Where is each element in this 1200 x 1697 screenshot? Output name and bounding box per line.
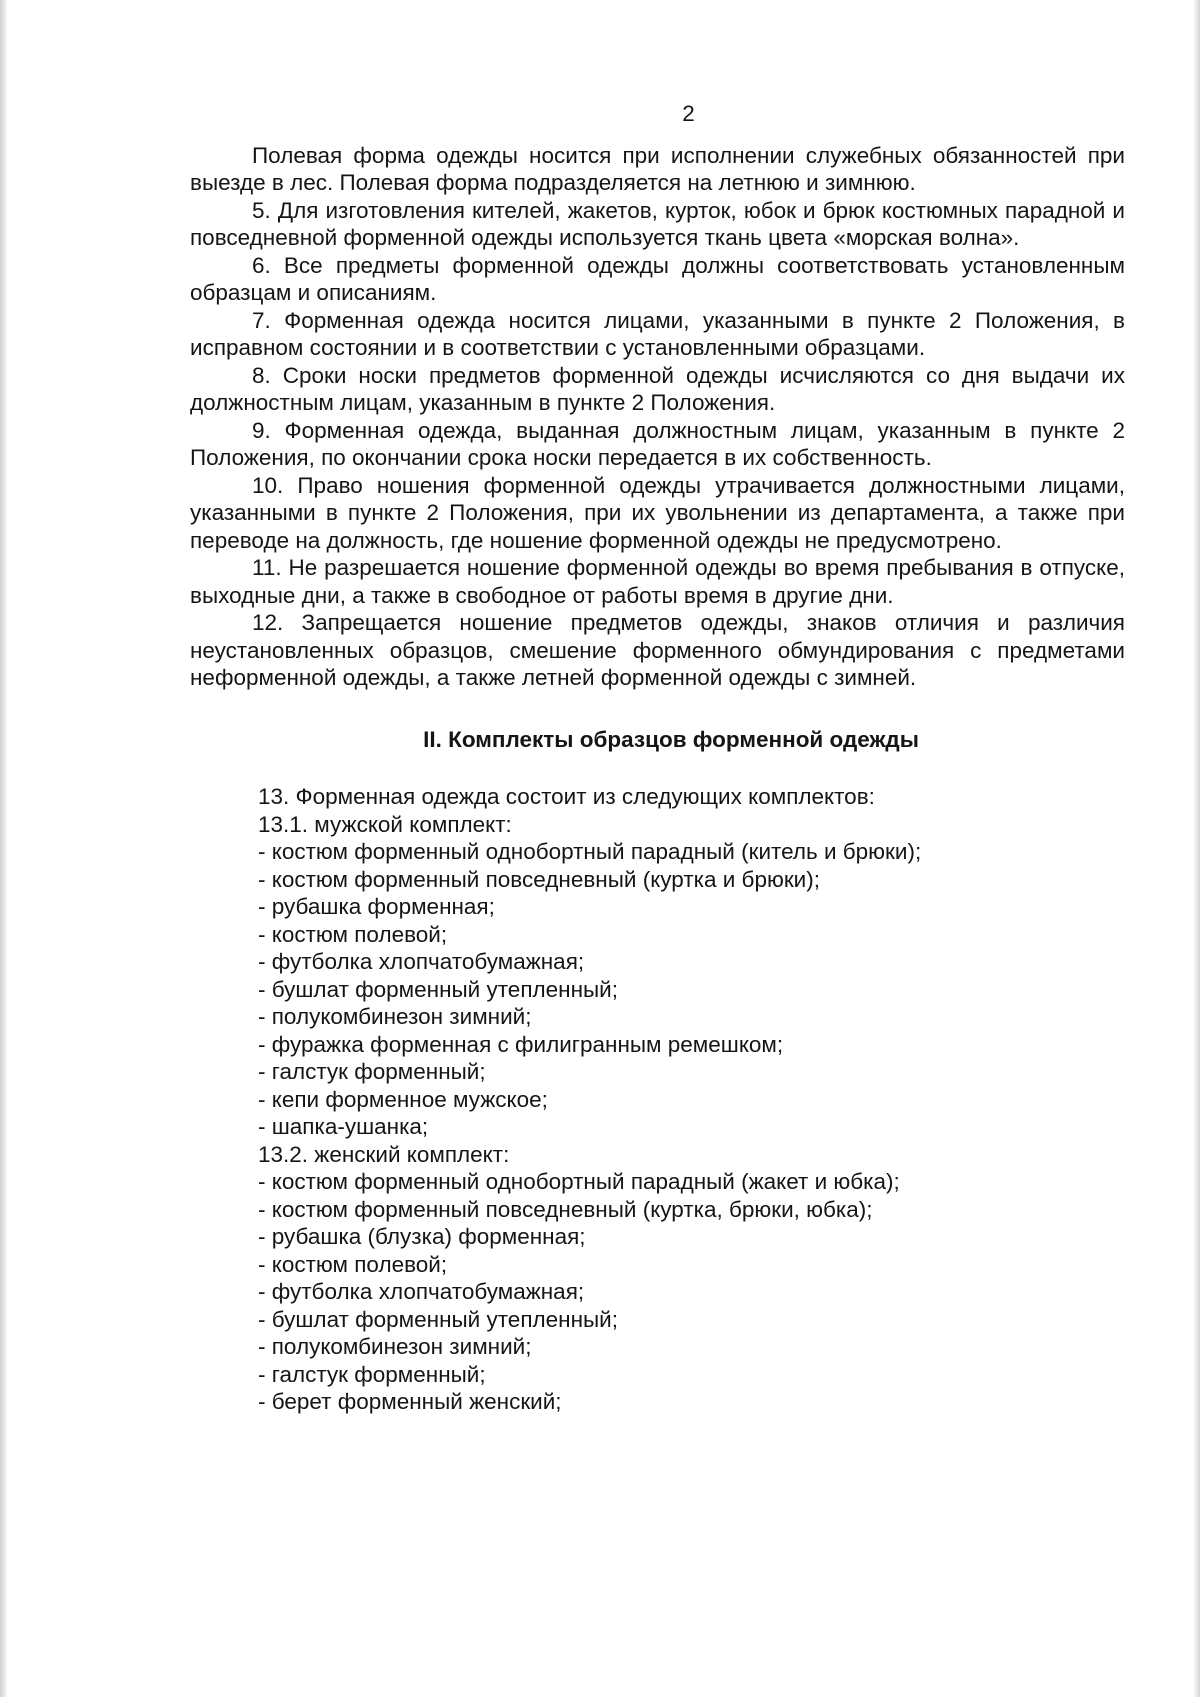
paragraph-item-12: 12. Запрещается ношение предметов одежды, знаков отличия и различия неустановленных образцов, смешение форменного обмундирования с предметами неформенной одежды, а также летней форменной одежды с зимней.: [190, 610, 1125, 690]
list-intro-13: 13. Форменная одежда состоит из следующих комплектов:: [258, 784, 875, 809]
list-item: - полукомбинезон зимний;: [258, 1334, 532, 1359]
list-subheading-men: 13.1. мужской комплект:: [258, 811, 512, 837]
document-page: [190, 100, 1125, 1416]
list-item: - галстук форменный;: [258, 1059, 486, 1084]
page-number: 2: [682, 101, 695, 126]
list-item: - костюм форменный однобортный парадный (китель и брюки);: [258, 839, 922, 864]
list-item: - костюм форменный повседневный (куртка, брюки, юбка);: [258, 1196, 873, 1222]
list-item: - берет форменный женский;: [258, 1389, 562, 1414]
paragraph-item-11: 11. Не разрешается ношение форменной одежды во время пребывания в отпуске, выходные дни, а также в свободное от работы время в другие дни.: [190, 555, 1125, 608]
list-item: - шапка-ушанка;: [258, 1114, 429, 1139]
section-heading: II. Комплекты образцов форменной одежды: [423, 726, 919, 752]
list-item: - рубашка (блузка) форменная;: [258, 1224, 586, 1249]
list-subheading-women: 13.2. женский комплект:: [258, 1141, 510, 1167]
list-item: - рубашка форменная;: [258, 894, 495, 919]
paragraph-field-uniform: Полевая форма одежды носится при исполнении служебных обязанностей при выезде в лес. Полевая форма подразделяется на летнюю и зимнюю.: [190, 142, 1125, 195]
list-item: - костюм полевой;: [258, 921, 448, 947]
list-item: - галстук форменный;: [258, 1361, 486, 1387]
list-item: - фуражка форменная с филигранным ремешком;: [258, 1031, 784, 1057]
paragraph-item-10: 10. Право ношения форменной одежды утрачивается должностными лицами, указанными в пункте 2 Положения, при их увольнении из департамента, а также при переводе на должность, где ношение форменной одежды не предусмотрено.: [190, 472, 1125, 553]
list-item: - костюм форменный повседневный (куртка и брюки);: [258, 866, 820, 892]
list-item: - костюм форменный однобортный парадный (жакет и юбка);: [258, 1169, 900, 1194]
list-item: - полукомбинезон зимний;: [258, 1004, 532, 1029]
list-item: - футболка хлопчатобумажная;: [258, 949, 585, 974]
list-item: - бушлат форменный утепленный;: [258, 1306, 618, 1332]
scan-edge-left: [0, 0, 7, 1697]
list-item: - бушлат форменный утепленный;: [258, 976, 618, 1002]
list-item: - футболка хлопчатобумажная;: [258, 1279, 585, 1304]
paragraph-item-7: 7. Форменная одежда носится лицами, указанными в пункте 2 Положения, в исправном состоянии и в соответствии с установленными образцами.: [190, 307, 1125, 360]
list-item: - костюм полевой;: [258, 1251, 448, 1277]
scan-edge-right: [1194, 0, 1200, 1697]
list-item: - кепи форменное мужское;: [258, 1086, 548, 1112]
paragraph-item-8: 8. Сроки носки предметов форменной одежды исчисляются со дня выдачи их должностным лицам, указанным в пункте 2 Положения.: [190, 362, 1125, 415]
paragraph-item-9: 9. Форменная одежда, выданная должностным лицам, указанным в пункте 2 Положения, по окончании срока носки передается в их собственность.: [190, 417, 1125, 470]
paragraph-item-5: 5. Для изготовления кителей, жакетов, курток, юбок и брюк костюмных парадной и повседневной форменной одежды используется ткань цвета «морская волна».: [190, 197, 1125, 250]
uniform-sets-list: [190, 783, 1125, 1416]
paragraph-item-6: 6. Все предметы форменной одежды должны соответствовать установленным образцам и описаниям.: [190, 252, 1125, 305]
